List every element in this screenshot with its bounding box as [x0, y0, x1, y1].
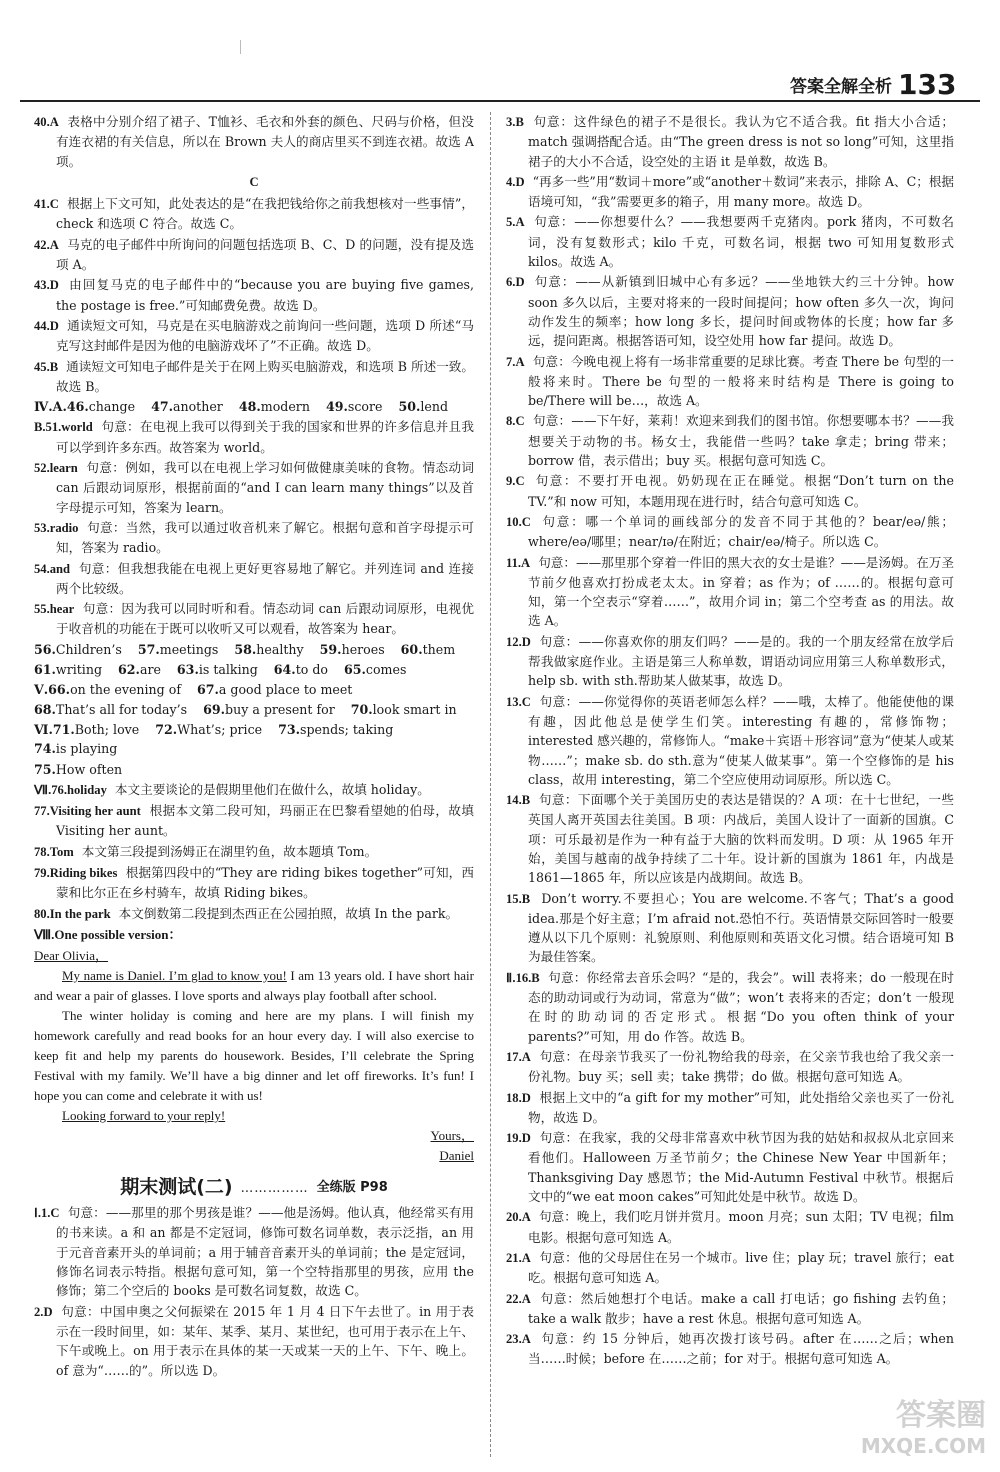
answer-number: 64.	[273, 662, 296, 678]
answer-number: 4.D	[506, 174, 525, 189]
answer-entry	[506, 889, 954, 967]
sample-essay	[34, 925, 474, 1166]
answer-number: 15.B	[506, 891, 531, 906]
answer-entry	[506, 1088, 954, 1128]
essay-first-sentence: My name is Daniel. I’m glad to know you!	[62, 967, 287, 983]
short-answer	[155, 720, 262, 739]
answer-explanation: 句意：约 15 分钟后，她再次拨打该号码。after 在……之后；when 当……时候；before 在……之前；for 对于。根据句意可知选 A。	[528, 1331, 954, 1367]
answer-explanation: 根据本文第二段可知，玛丽正在巴黎看望她的伯母，故填 Visiting her aunt。	[56, 803, 475, 839]
short-answer	[34, 720, 139, 739]
answer-entry	[34, 275, 474, 315]
answer-entry	[34, 112, 474, 171]
answer-entry	[506, 790, 954, 887]
answer-explanation: 句意：今晚电视上将有一场非常重要的足球比赛。考查 There be 句型的一般将来时。There be 句型的一般将来时结构是 There is going to be/There will be…，故选 A。	[528, 353, 954, 409]
answer-explanation: 句意：哪一个单词的画线部分的发音不同于其他的？bear/eə/熊；where/eə/哪里；near/ɪə/在附近；chair/eə/椅子。所以选 C。	[528, 513, 954, 550]
answer-value: How often	[55, 761, 123, 777]
answer-value: healthy	[256, 641, 304, 657]
answer-explanation: 句意：在母亲节我买了一份礼物给我的母亲，在父亲节我也给了我父亲一份礼物。buy 买；sell 卖；take 携带；do 做。根据句意可知选 A。	[528, 1048, 954, 1085]
answer-explanation: 句意：下面哪个关于美国历史的表达是错误的？A 项：在十七世纪，一些英国人离开英国去往美国。B 项：内战后，美国人设计了一面新的国旗。C 项：可乐最初是作为一种有益于大脑的饮料而发明。D 项：从 1965 年开始，美国与越南的战争持续了二十年。设计新的国旗为 1861 年，内战是 1861—1865 年，所以应该是内战期间。故选 B。	[528, 792, 954, 886]
answer-number: 10.C	[506, 514, 531, 529]
essay-paragraph-1	[34, 966, 474, 1006]
answer-explanation: Don’t worry.不要担心；You are welcome.不客气；That’s a good idea.那是个好主意；I’m afraid not.恐怕不行。英语情景交际回答时一般要遵从以下几个原则：礼貌原则、利他原则和英语文化习惯。结合语境可知 B 为最佳答案。	[528, 890, 954, 965]
answer-number: 14.B	[506, 793, 531, 808]
answer-number: Ⅱ.16.B	[506, 970, 540, 985]
exam-page-ref: 全练版 P98	[316, 1179, 388, 1195]
answer-value: Both; love	[74, 721, 140, 737]
answer-number: 72.	[155, 721, 178, 737]
short-answer	[197, 680, 352, 699]
answer-number: 17.A	[506, 1049, 531, 1064]
short-answer	[34, 397, 135, 416]
answer-number: 48.	[238, 399, 261, 415]
watermark-line-1: 答案圈	[896, 1398, 986, 1433]
answer-explanation: 本文倒数第二段提到杰西正在公园拍照，故填 In the park。	[118, 905, 459, 921]
answer-number: 50.	[398, 399, 421, 415]
answer-number: 67.	[196, 682, 219, 698]
answers-row-56-60	[34, 640, 474, 659]
short-answer	[118, 660, 161, 679]
answer-value: change	[88, 399, 136, 415]
answer-number: 19.D	[506, 1131, 531, 1146]
answer-entry	[506, 172, 954, 212]
answer-value: to do	[295, 662, 328, 678]
column-divider	[490, 112, 491, 1457]
short-answer	[177, 660, 258, 679]
answer-number: 12.D	[506, 634, 531, 649]
header-label: 答案全解全析	[790, 76, 892, 97]
answer-number: 79.Riding bikes	[34, 865, 118, 880]
answer-number: 73.	[278, 721, 301, 737]
answers-row-75	[34, 760, 474, 779]
answer-number: 47.	[151, 399, 173, 415]
answer-number: 54.and	[34, 561, 71, 576]
answer-explanation: 句意：因为我可以同时听和看。情态动词 can 后跟动词原形，电视优于收音机的功能在于既可以收听又可以观看，故答案为 hear。	[56, 601, 474, 637]
answer-number: 21.A	[506, 1250, 531, 1265]
answer-entry	[506, 411, 954, 470]
answer-value: spends; taking	[300, 721, 394, 737]
answer-number: 52.learn	[34, 461, 78, 476]
answer-explanation: 句意：——你喜欢你的朋友们吗？——是的。我的一个朋友经常在放学后帮我做家庭作业。主语是第三人称单数，谓语动词应用第三人称单数形式，help sb. with sth.帮助某人做某事，故选 D。	[528, 633, 954, 689]
answer-entry	[506, 352, 954, 411]
page-number: 133	[898, 67, 957, 101]
answer-entry	[34, 904, 474, 924]
answer-number: 70.	[350, 701, 373, 717]
answer-number: 78.Tom	[34, 844, 74, 859]
answer-entry	[506, 692, 954, 789]
answer-number: 45.B	[34, 359, 59, 374]
essay-paragraph-1-rest: I am 13 years old. I have short hair and wear a pair of glasses. I love sports and always play football after school.	[34, 967, 474, 1003]
answer-explanation: 根据上下文可知，此处表达的是“在我把钱给你之前我想核对一些事情”，check 和选项 C 符合。故选 C。	[56, 196, 474, 232]
answer-explanation: 句意：——你觉得你的英语老师怎么样？——哦，太棒了。他能使他的课有趣，因此他总是使学生们笑。interesting 有趣的，常修饰物；interested 感兴趣的，常修饰人。“make＋宾语＋形容词”意为“使某人或某物……”；make sb. do sth.意为“使某人做某事”。第一个空修饰的是 his class，故用 interesting，第二个空应使用动词原形。所以选 C。	[528, 693, 954, 787]
answer-explanation: 句意：在我家，我的父母非常喜欢中秋节因为我的姑姑和叔叔从北京回来看他们。Halloween 万圣节前夕；the Chinese New Year 中国新年；Thanksgiving Day 感恩节；the Mid-Autumn Festival 中秋节。根据后文中的“we eat moon cakes”可知此处是中秋节。故选 D。	[528, 1130, 954, 1205]
answer-number: 53.radio	[34, 520, 79, 535]
answer-explanation: 本文第三段提到汤姆正在湖里钓鱼，故本题填 Tom。	[81, 843, 378, 859]
answer-number: 44.D	[34, 318, 59, 333]
answer-explanation: 句意：——那里的那个男孩是谁？——他是汤姆。他认真，他经常买有用的书来读。a 和 an 都是不定冠词，修饰可数名词单数，表示泛指，an 用于元音音素开头的单词前；a 用于辅音音素开头的单词前；the 是定冠词，修饰名词表示特指。根据句意可知，第一个空特指那里的男孩，应用 the 修饰；第二个空后的 books 是可数名词复数，故选 C。	[56, 1205, 474, 1299]
page-header	[790, 64, 990, 104]
short-answer	[234, 640, 303, 659]
answer-number: 20.A	[506, 1210, 531, 1225]
answer-entry	[506, 112, 954, 171]
short-answer	[401, 640, 456, 659]
answer-number: 8.C	[506, 414, 525, 429]
header-rule	[20, 100, 980, 102]
answer-number: 56.	[34, 641, 56, 657]
answer-entry	[506, 1047, 954, 1087]
answer-entry	[506, 1248, 954, 1288]
answer-entry	[506, 553, 954, 631]
answer-number: 57.	[137, 641, 160, 657]
answer-value: is talking	[198, 662, 258, 678]
answer-value: on the evening of	[70, 682, 181, 698]
answer-explanation: 表格中分别介绍了裙子、T恤衫、毛衣和外套的颜色、尺码与价格，但没有连衣裙的有关信息，所以在 Brown 夫人的商店里买不到连衣裙。故选 A 项。	[56, 114, 474, 169]
answer-entry	[34, 194, 474, 234]
short-answer	[344, 660, 406, 679]
short-answer	[34, 660, 102, 679]
answer-explanation: 句意：但我想我能在电视上更好更容易地了解它。并列连词 and 连接两个比较级。	[56, 560, 475, 596]
answer-number: Ⅳ.A.46.	[34, 399, 89, 415]
answer-explanation: 马克的电子邮件中所询问的问题包括选项 B、C、D 的问题，没有提及选项 A。	[56, 236, 474, 273]
answers-block-1-2	[34, 1203, 474, 1380]
answer-number: 61.	[34, 662, 56, 678]
answer-number: 13.C	[506, 694, 531, 709]
answer-explanation: 本文主要谈论的是假期里他们在做什么，故填 holiday。	[114, 781, 430, 797]
answers-row-46-50	[34, 397, 474, 416]
answer-number: Ⅰ.1.C	[34, 1206, 60, 1221]
answer-number: 7.A	[506, 354, 525, 369]
answer-value: a good place to meet	[218, 682, 353, 698]
exam-title-dots: ……………	[240, 1179, 309, 1195]
answer-entry	[506, 1289, 954, 1329]
answer-value: another	[172, 399, 223, 415]
answer-entry	[506, 1329, 954, 1369]
essay-heading: Ⅷ.One possible version：	[34, 926, 182, 942]
answer-number: 43.D	[34, 278, 59, 293]
short-answer	[398, 397, 448, 416]
answer-number: 77.Visiting her aunt	[34, 804, 141, 819]
answer-entry	[506, 1207, 954, 1247]
answer-explanation: 句意：这件绿色的裙子不是很长。我认为它不适合我。fit 指大小合适；match 强调搭配合适。由“The green dress is not so long”可知，这里指裙子的大小不合适，设空处的主语 it 是单数，故选 B。	[528, 114, 954, 169]
answer-entry	[34, 235, 474, 275]
answer-number: 9.C	[506, 474, 525, 489]
short-answer	[34, 760, 122, 779]
answer-number: 68.	[34, 701, 56, 717]
answer-number: 75.	[34, 761, 56, 777]
answer-explanation: 句意：你经常去音乐会吗？“是的，我会”。will 表将来；do 一般现在时态的助动词或行为动词，常意为“做”；won’t 表将来的否定；don’t 一般现在时的助动词的否定形式。根据“Do you often think of your parents?”可知，用 do 作答。故选 B。	[528, 969, 954, 1044]
essay-signature: Daniel	[439, 1147, 474, 1163]
answer-explanation: 句意：——下午好，莱莉！欢迎来到我们的图书馆。你想要哪本书？——我想要关于动物的书。杨女士，我能借一些吗？take 拿走；bring 带来；borrow 借，表示借出；buy 买。根据句意可知选 C。	[528, 413, 954, 469]
watermark-line-2: MXQE.COM	[860, 1434, 986, 1458]
answer-value: Children’s	[55, 641, 122, 657]
answer-explanation: 句意：当然，我可以通过收音机来了解它。根据句意和首字母提示可知，答案为 radio。	[56, 519, 474, 556]
short-answer	[34, 640, 122, 659]
answer-number: Ⅵ.71.	[34, 721, 75, 737]
answer-entry	[506, 272, 954, 350]
answer-explanation: 由回复马克的电子邮件中的“because you are buying five games, the postage is free.”可知邮费免费。故选 D。	[56, 277, 475, 313]
answer-entry	[34, 1302, 474, 1380]
answer-entry	[506, 968, 954, 1046]
answer-value: heroes	[341, 641, 385, 657]
answers-block-76-80	[34, 780, 474, 924]
answer-explanation: 句意：他的父母居住在另一个城市。live 住；play 玩；travel 旅行；eat 吃。根据句意可知选 A。	[528, 1249, 954, 1286]
answer-number: 55.hear	[34, 602, 75, 617]
short-answer	[278, 720, 393, 739]
short-answer	[34, 739, 117, 758]
right-column	[506, 112, 954, 1370]
answers-block-40	[34, 112, 474, 171]
essay-yours: Yours，	[430, 1127, 474, 1143]
short-answer	[320, 640, 385, 659]
answer-number: 11.A	[506, 555, 531, 570]
short-answer	[34, 680, 181, 699]
answer-entry	[34, 801, 474, 841]
answer-number: 65.	[344, 662, 366, 678]
answer-explanation: 句意：——那里那个穿着一件旧的黑大衣的女士是谁？——是汤姆。在万圣节前夕他喜欢打扮成老太太。in 穿着；as 作为；of ……的。根据句意可知，第一个空表示“穿着……”，故用介词 in；第二个空考查 as 的用法。故选 A。	[528, 554, 955, 629]
answer-explanation: 句意：晚上，我们吃月饼并赏月。moon 月亮；sun 太阳；TV 电视；film 电影。根据句意可知选 A。	[528, 1209, 954, 1245]
answer-number: 5.A	[506, 215, 525, 230]
short-answer	[274, 660, 328, 679]
answer-entry	[34, 518, 474, 558]
short-answer	[239, 397, 310, 416]
left-column	[34, 112, 474, 1381]
answer-number: 40.A	[34, 115, 59, 129]
answer-entry	[34, 417, 474, 457]
short-answer	[138, 640, 219, 659]
answer-value: What’s; price	[177, 721, 263, 737]
answer-number: Ⅴ.66.	[34, 682, 71, 698]
answer-entry	[506, 512, 954, 552]
exam-title-text: 期末测试(二)	[120, 1175, 233, 1198]
watermark	[806, 1390, 986, 1460]
answer-entry	[506, 212, 954, 271]
answer-number: 59.	[319, 641, 342, 657]
answer-value: meetings	[159, 641, 219, 657]
answer-number: 49.	[325, 399, 348, 415]
answers-block-3-23	[506, 112, 954, 1369]
answer-number: Ⅶ.76.holiday	[34, 782, 107, 797]
answer-value: look smart in	[372, 701, 457, 717]
answer-value: lend	[420, 399, 449, 415]
answer-value: buy a present for	[225, 701, 335, 717]
answer-entry	[34, 1203, 474, 1300]
answer-number: 80.In the park	[34, 906, 111, 921]
answer-explanation: 通读短文可知电子邮件是关于在网上购买电脑游戏，和选项 B 所述一致。故选 B。	[56, 358, 474, 394]
short-answer	[151, 397, 223, 416]
answer-number: 62.	[118, 662, 140, 678]
answer-entry	[34, 458, 474, 517]
section-c-heading: C	[249, 174, 259, 189]
essay-paragraph-2: The winter holiday is coming and here are my plans. I will finish my homework carefully and read books for an hour every day. I will also exercise to keep fit and help my parents do housework. Besides, I’ll celebrate the Spring Festival with my family. We’ll have a big dinner and let off fireworks. It’s fun! I hope you can come and celebrate it with us!	[34, 1007, 474, 1103]
exam-title	[34, 1175, 474, 1198]
answer-entry	[506, 1128, 954, 1206]
answer-explanation: 句意：例如，我可以在电视上学习如何做健康美味的食物。情态动词 can 后跟动词原形，根据前面的“and I can learn many things”以及首字母提示可知，答案为 learn。	[56, 460, 474, 515]
answer-explanation: 根据第四段中的“They are riding bikes together”可知，西蒙和比尔正在乡村骑车，故填 Riding bikes。	[56, 864, 474, 901]
answer-entry	[34, 357, 474, 397]
answer-number: 22.A	[506, 1291, 531, 1306]
answer-entry	[34, 316, 474, 356]
short-answer	[326, 397, 383, 416]
answer-explanation: 句意：中国申奥之父何振梁在 2015 年 1 月 4 日下午去世了。in 用于表示在一段时间里，如：某年、某季、某月、某世纪，也可用于表示在上午、下午或晚上。on 用于表示在具体的某一天或某一天的上午、下午、晚上。of 意为“……的”。所以选 D。	[56, 1303, 474, 1378]
answer-entry	[34, 599, 474, 639]
answer-number: 23.A	[506, 1332, 531, 1347]
answer-explanation: 通读短文可知，马克是在买电脑游戏之前询问一些问题，选项 D 所述“马克写这封邮件是因为他的电脑游戏坏了”不正确。故选 D。	[56, 317, 474, 354]
answer-explanation: 句意：不要打开电视。奶奶现在正在睡觉。根据“Don’t turn on the TV.”和 now 可知，本题用现在进行时，结合句意可知选 C。	[528, 473, 954, 509]
answers-row-61-65	[34, 660, 474, 679]
answer-number: 58.	[234, 641, 257, 657]
short-answer	[203, 700, 335, 719]
answer-value: them	[422, 641, 456, 657]
answer-value: comes	[365, 662, 407, 678]
answer-value: are	[139, 662, 161, 678]
answer-entry	[34, 842, 474, 862]
answer-number: 69.	[203, 701, 226, 717]
answer-number: 18.D	[506, 1090, 531, 1105]
answer-value: That’s all for today’s	[55, 701, 188, 717]
answer-number: 41.C	[34, 197, 59, 212]
answer-explanation: 句意：在电视上我可以得到关于我的国家和世界的许多信息并且我可以学到许多东西。故答案为 world。	[56, 419, 474, 455]
essay-salutation: Dear Olivia，	[34, 947, 109, 963]
answer-value: writing	[55, 662, 103, 678]
crop-mark	[240, 40, 241, 54]
answers-row-71-74	[34, 720, 474, 759]
answer-number: 42.A	[34, 237, 59, 252]
answers-block-41-45	[34, 194, 474, 396]
short-answer	[34, 700, 187, 719]
answer-value: is playing	[55, 741, 118, 757]
answer-entry	[506, 471, 954, 511]
answers-row-66-70	[34, 680, 474, 719]
answer-explanation: “再多一些”用“数词＋more”或“another＋数词”来表示，排除 A、C；根据语境可知，“我”需要更多的箱子，用 many more。故选 D。	[528, 173, 954, 210]
answers-block-51-55	[34, 417, 474, 638]
answer-entry	[506, 632, 954, 691]
answer-entry	[34, 559, 474, 599]
answer-number: 2.D	[34, 1304, 53, 1319]
answer-explanation: 句意：——从新镇到旧城中心有多远？——坐地铁大约三十分钟。how soon 多久以后，主要对将来的一段时间提问；how often 多久一次，询问动作发生的频率；how long 多长，提问时间或物体的长度；how far 多远，提问距离。根据答语可知，设空处用 how far 提问。故选 D。	[528, 274, 954, 349]
answer-entry	[34, 780, 474, 800]
answer-number: 3.B	[506, 115, 524, 129]
answer-number: 6.D	[506, 275, 525, 290]
answer-number: 63.	[176, 662, 199, 678]
answer-number: 60.	[400, 641, 423, 657]
answer-number: B.51.world	[34, 420, 93, 435]
answer-value: score	[347, 399, 383, 415]
short-answer	[351, 700, 457, 719]
answer-explanation: 根据上文中的“a gift for my mother”可知，此处指给父亲也买了一份礼物，故选 D。	[528, 1089, 954, 1125]
answer-entry	[34, 863, 474, 903]
answer-explanation: 句意：然后她想打个电话。make a call 打电话；go fishing 去钓鱼；take a walk 散步；have a rest 休息。根据句意可知选 A。	[528, 1290, 954, 1326]
essay-closing: Looking forward to your reply!	[62, 1107, 226, 1123]
answer-number: 74.	[34, 741, 56, 757]
answer-value: modern	[260, 399, 310, 415]
answer-explanation: 句意：——你想要什么？——我想要两千克猪肉。pork 猪肉，不可数名词，没有复数形式；kilo 千克，可数名词，根据 two 可知用复数形式 kilos。故选 A。	[528, 214, 954, 270]
